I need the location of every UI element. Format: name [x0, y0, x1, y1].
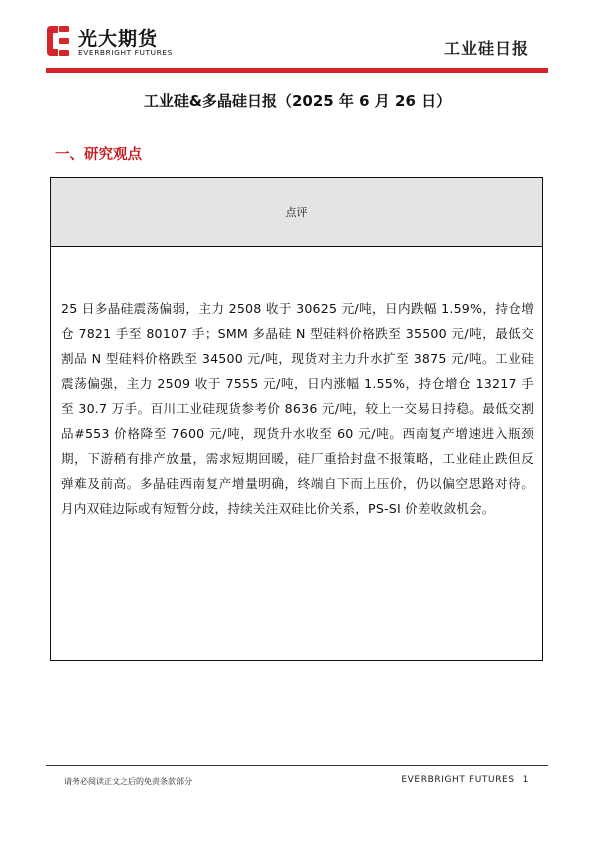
footer-brand-block: [401, 775, 529, 785]
logo-chinese-name: 光大期货: [78, 28, 159, 50]
commentary-table: [50, 177, 543, 661]
commentary-body-cell: [51, 247, 542, 521]
footer-disclaimer: 请务必阅读正文之后的免责条款部分: [64, 777, 192, 786]
logo-english-name: EVERBRIGHT FUTURES: [78, 48, 173, 57]
company-logo: [44, 24, 184, 64]
footer-brand: EVERBRIGHT FUTURES: [401, 775, 515, 785]
section-heading: 一、研究观点: [55, 147, 142, 163]
footer-divider: [46, 765, 548, 766]
page-number: 1: [522, 775, 529, 785]
commentary-header: 点评: [51, 178, 542, 247]
everbright-logo-icon: [44, 24, 72, 58]
header-divider: [46, 68, 548, 73]
page-title: 工业硅&多晶硅日报（2025 年 6 月 26 日）: [143, 92, 452, 110]
commentary-text: 25 日多晶硅震荡偏弱，主力 2508 收于 30625 元/吨，日内跌幅 1.59%，持仓增仓 7821 手至 80107 手；SMM 多晶硅 N 型硅料价格跌至 35500 元/吨，最低交割品 N 型硅料价格跌至 34500 元/吨，现货对主力升水扩至 3875 元/吨。工业硅震荡偏强，主力 2509 收于 7555 元/吨，日内涨幅 1.55%，持仓增仓 13217 手至 30.7 万手。百川工业硅现货参考价 8636 元/吨，较上一交易日持稳。最低交割品#553 价格降至 7600 元/吨，现货升水收至 60 元/吨。西南复产增速进入瓶颈期，下游稍有排产放量，需求短期回暖，硅厂重拾封盘不报策略，工业硅止跌但反弹难及前高。多晶硅西南复产增量明确，终端自下而上压价，仍以偏空思路对待。月内双硅边际或有短暂分歧，持续关注双硅比价关系，PS-SI 价差收敛机会。: [61, 301, 534, 516]
report-type-label: 工业硅日报: [443, 39, 529, 58]
